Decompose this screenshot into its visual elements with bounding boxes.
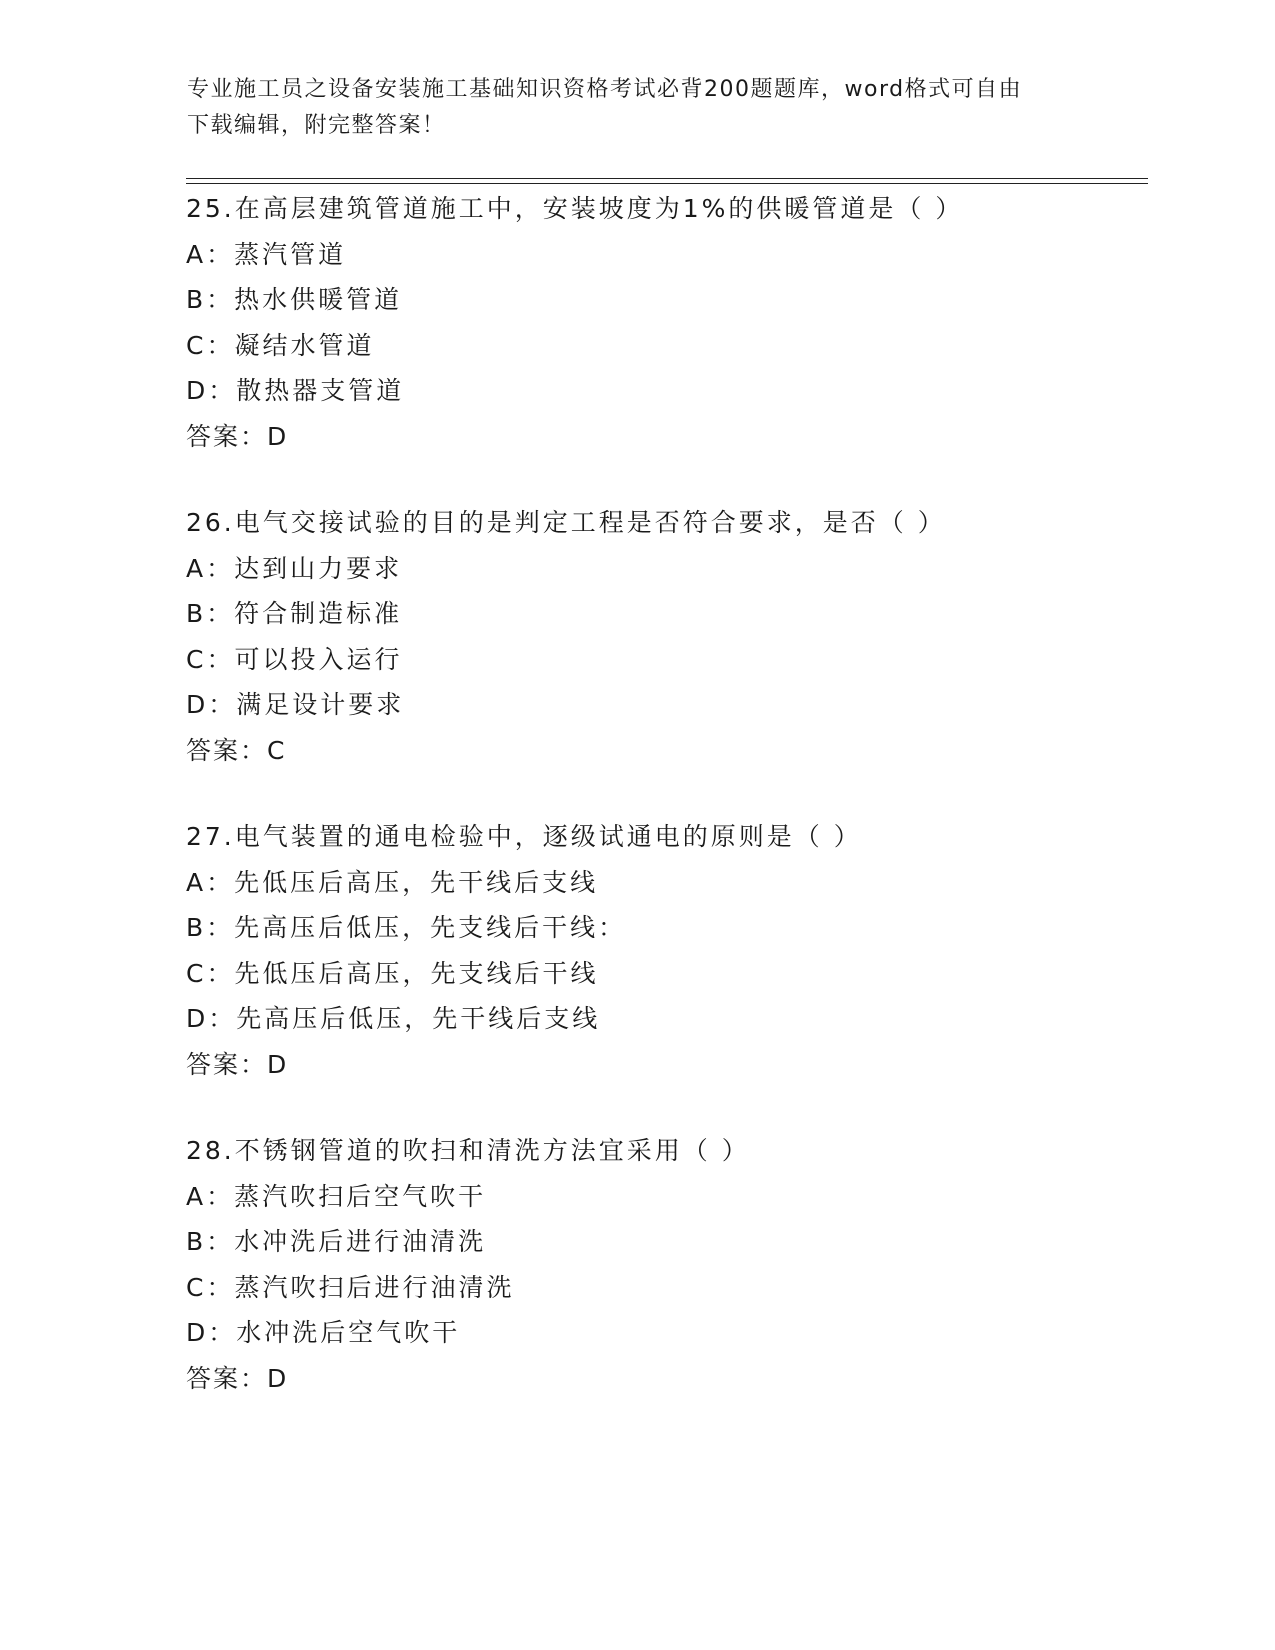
option-b: B：热水供暖管道 [186, 285, 403, 314]
option-c: C：凝结水管道 [186, 330, 375, 360]
answer-label: 答案： [186, 1363, 268, 1393]
option-b: B：符合制造标准 [186, 599, 403, 628]
question-stem: 25.在高层建筑管道施工中，安装坡度为1%的供暖管道是（ ） [186, 194, 964, 223]
option-b: B：水冲洗后进行油清洗 [186, 1227, 487, 1256]
answer-label: 答案： [186, 735, 268, 765]
answer-value: C [267, 735, 287, 765]
document-header [187, 72, 1067, 144]
answer-line [186, 1042, 1146, 1088]
answer-value: D [267, 1049, 289, 1079]
question-stem: 26.电气交接试验的目的是判定工程是否符合要求，是否（ ） [186, 508, 946, 537]
question-block-27 [186, 814, 1146, 1087]
option-d: D：先高压后低压，先干线后支线 [186, 1004, 601, 1033]
question-stem: 28.不锈钢管道的吹扫和清洗方法宜采用（ ） [186, 1136, 750, 1165]
header-line-2: 下载编辑，附完整答案！ [187, 113, 446, 138]
header-divider-bottom [186, 183, 1148, 184]
answer-line [186, 414, 1146, 460]
option-d: D：水冲洗后空气吹干 [186, 1318, 461, 1347]
question-block-28 [186, 1128, 1146, 1401]
answer-value: D [267, 1363, 289, 1393]
answer-label: 答案： [186, 421, 268, 451]
option-a: A：蒸汽吹扫后空气吹干 [186, 1181, 487, 1211]
option-a: A：蒸汽管道 [186, 239, 347, 269]
header-line-1: 专业施工员之设备安装施工基础知识资格考试必背200题题库，word格式可自由 [187, 77, 1023, 102]
question-block-26 [186, 500, 1146, 773]
option-c: C：先低压后高压，先支线后干线 [186, 958, 599, 988]
option-d: D：满足设计要求 [186, 690, 405, 719]
option-b: B：先高压后低压，先支线后干线： [186, 913, 627, 942]
answer-value: D [267, 421, 289, 451]
option-a: A：先低压后高压，先干线后支线 [186, 867, 599, 897]
answer-line [186, 728, 1146, 774]
option-d: D：散热器支管道 [186, 376, 405, 405]
answer-label: 答案： [186, 1049, 268, 1079]
option-c: C：可以投入运行 [186, 644, 403, 674]
answer-line [186, 1356, 1146, 1402]
question-block-25 [186, 186, 1146, 459]
option-a: A：达到山力要求 [186, 553, 403, 583]
header-divider-top [186, 178, 1148, 179]
option-c: C：蒸汽吹扫后进行油清洗 [186, 1272, 515, 1302]
question-stem: 27.电气装置的通电检验中，逐级试通电的原则是（ ） [186, 822, 862, 851]
